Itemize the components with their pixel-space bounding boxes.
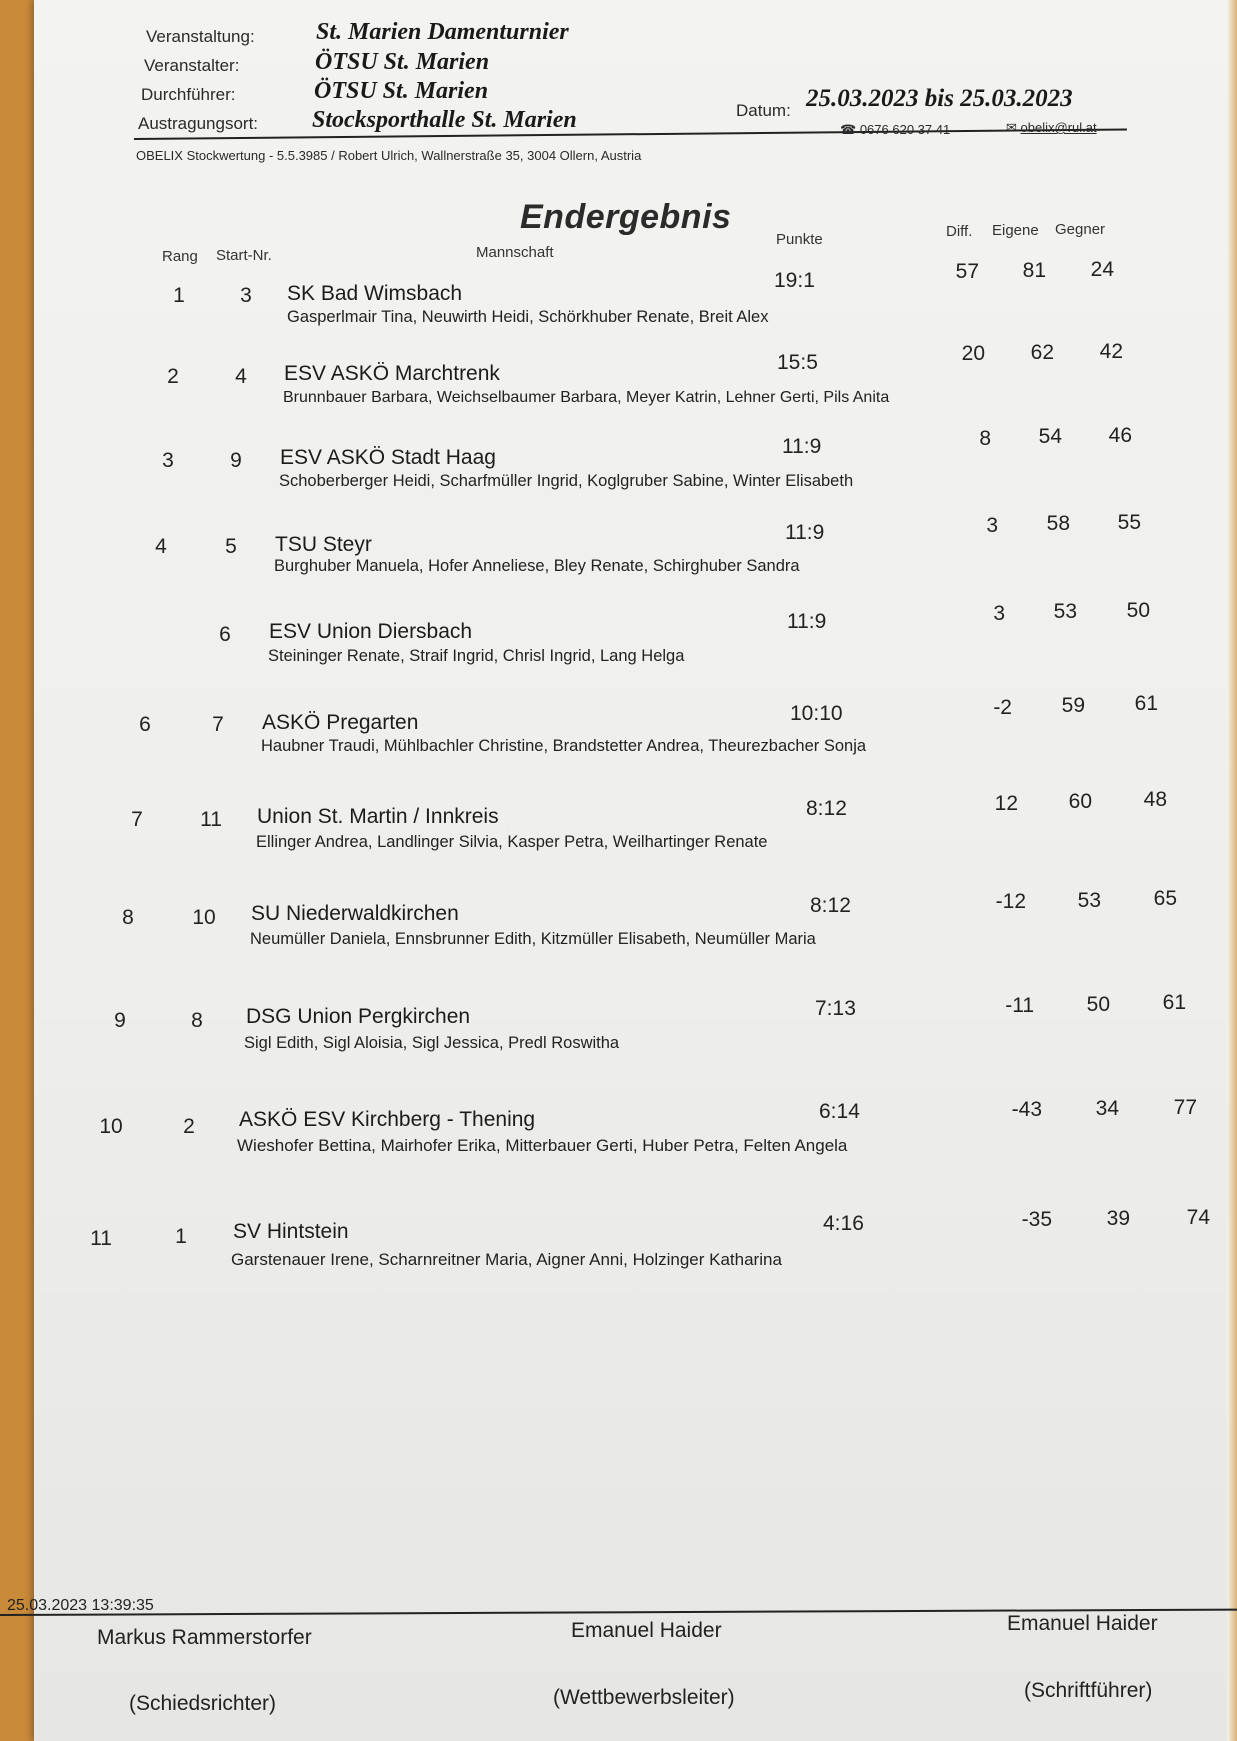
row-players: Sigl Edith, Sigl Aloisia, Sigl Jessica, Predl Roswitha [244, 1034, 620, 1052]
row-diff: -12 [995, 890, 1026, 913]
row-points: 6:14 [819, 1100, 860, 1123]
row-start-no: 10 [192, 906, 216, 929]
row-diff: 3 [993, 602, 1005, 625]
row-own: 58 [1046, 512, 1070, 535]
row-players: Neumüller Daniela, Ennsbrunner Edith, Kitzmüller Elisabeth, Neumüller Maria [250, 930, 816, 948]
envelope-icon: ✉ [1006, 120, 1017, 135]
phone-number: 0676 620 37 41 [859, 122, 951, 137]
row-team: DSG Union Pergkirchen [246, 1005, 471, 1028]
row-start-no: 5 [225, 535, 237, 558]
row-players: Gasperlmair Tina, Neuwirth Heidi, Schörkhuber Renate, Breit Alex [287, 308, 769, 326]
row-opponent: 61 [1134, 692, 1158, 715]
row-players: Schoberberger Heidi, Scharfmüller Ingrid, Koglgruber Sabine, Winter Elisabeth [279, 472, 854, 490]
competition-director-role: (Wettbewerbsleiter) [553, 1686, 735, 1709]
row-opponent: 48 [1143, 788, 1167, 811]
row-rank: 1 [173, 284, 185, 307]
row-diff: -43 [1011, 1098, 1042, 1121]
row-start-no: 11 [200, 808, 222, 831]
row-own: 50 [1086, 993, 1110, 1016]
row-opponent: 46 [1108, 424, 1132, 447]
event-label: Veranstaltung: [146, 27, 255, 46]
row-diff: 12 [994, 792, 1018, 815]
row-rank: 3 [162, 449, 174, 472]
row-start-no: 6 [219, 623, 231, 646]
organizer-label: Veranstalter: [144, 56, 240, 75]
col-opponent: Gegner [1055, 221, 1106, 238]
row-team: SV Hintstein [233, 1220, 349, 1243]
row-rank: 8 [122, 906, 134, 929]
row-team: ESV Union Diersbach [269, 620, 473, 643]
row-own: 81 [1022, 259, 1046, 282]
row-players: Brunnbauer Barbara, Weichselbaumer Barbara, Meyer Katrin, Lehner Gerti, Pils Anita [283, 389, 890, 406]
row-opponent: 24 [1090, 258, 1114, 281]
row-points: 8:12 [806, 797, 847, 820]
row-opponent: 42 [1099, 340, 1123, 363]
row-opponent: 61 [1162, 991, 1186, 1014]
row-rank: 7 [131, 808, 143, 831]
row-players: Garstenauer Irene, Scharnreitner Maria, Aigner Anni, Holzinger Katharina [231, 1250, 782, 1269]
executor-value: ÖTSU St. Marien [314, 78, 489, 104]
row-own: 34 [1095, 1097, 1119, 1120]
venue-value: Stocksporthalle St. Marien [312, 107, 577, 133]
col-points: Punkte [776, 231, 823, 248]
row-opponent: 77 [1173, 1096, 1197, 1119]
row-opponent: 50 [1126, 599, 1150, 622]
col-diff: Diff. [946, 223, 973, 240]
phone-contact [840, 122, 950, 138]
row-diff: 20 [961, 342, 985, 365]
print-timestamp: 25.03.2023 13:39:35 [7, 1597, 154, 1614]
row-start-no: 7 [212, 713, 224, 736]
col-start-no: Start-Nr. [216, 247, 272, 264]
row-points: 11:9 [785, 521, 825, 544]
row-own: 39 [1106, 1207, 1130, 1230]
secretary-role: (Schriftführer) [1024, 1679, 1153, 1702]
row-points: 19:1 [774, 269, 815, 292]
phone-icon: ☎ [840, 122, 857, 137]
competition-director-name: Emanuel Haider [571, 1619, 722, 1642]
row-team: ASKÖ ESV Kirchberg - Thening [239, 1108, 536, 1131]
row-team: Union St. Martin / Innkreis [257, 805, 499, 828]
date-label: Datum: [736, 101, 791, 120]
row-points: 11:9 [782, 435, 822, 458]
row-players: Steininger Renate, Straif Ingrid, Chrisl Ingrid, Lang Helga [268, 647, 685, 665]
page-title: Endergebnis [520, 198, 732, 236]
row-diff: -2 [993, 696, 1012, 719]
row-own: 54 [1038, 425, 1062, 448]
row-diff: 57 [955, 260, 979, 283]
col-own: Eigene [992, 222, 1039, 239]
row-team: SK Bad Wimsbach [287, 282, 463, 305]
referee-role: (Schiedsrichter) [129, 1692, 277, 1715]
row-start-no: 4 [235, 365, 247, 388]
row-rank: 10 [99, 1115, 123, 1138]
row-team: ASKÖ Pregarten [262, 711, 419, 734]
row-start-no: 8 [191, 1009, 203, 1032]
row-diff: 3 [986, 514, 998, 537]
row-points: 8:12 [810, 894, 851, 917]
row-points: 7:13 [815, 997, 856, 1020]
secretary-name: Emanuel Haider [1007, 1612, 1158, 1635]
row-rank: 6 [139, 713, 151, 736]
referee-name: Markus Rammerstorfer [97, 1626, 312, 1649]
row-opponent: 65 [1153, 887, 1177, 910]
col-rank: Rang [162, 248, 198, 265]
row-opponent: 74 [1186, 1206, 1210, 1229]
row-players: Haubner Traudi, Mühlbachler Christine, Brandstetter Andrea, Theurezbacher Sonja [261, 737, 867, 755]
row-diff: 8 [979, 427, 991, 450]
row-start-no: 2 [183, 1115, 195, 1138]
row-start-no: 9 [230, 449, 242, 472]
row-own: 53 [1077, 889, 1101, 912]
row-players: Ellinger Andrea, Landlinger Silvia, Kasper Petra, Weilhartinger Renate [256, 833, 768, 851]
col-team: Mannschaft [476, 244, 554, 261]
organizer-value: ÖTSU St. Marien [315, 49, 490, 75]
row-team: ESV ASKÖ Stadt Haag [280, 446, 496, 469]
row-rank: 9 [114, 1009, 126, 1032]
row-points: 15:5 [777, 351, 818, 374]
row-diff: -11 [1005, 994, 1034, 1017]
row-start-no: 1 [175, 1225, 187, 1248]
row-own: 59 [1061, 694, 1085, 717]
venue-label: Austragungsort: [138, 114, 259, 133]
row-rank: 11 [90, 1227, 112, 1250]
row-team: ESV ASKÖ Marchtrenk [284, 362, 500, 385]
row-points: 10:10 [790, 702, 843, 725]
row-own: 53 [1053, 600, 1077, 623]
paper-edge [1227, 0, 1237, 1741]
event-value: St. Marien Damenturnier [316, 19, 569, 45]
row-rank: 2 [167, 365, 179, 388]
executor-label: Durchführer: [141, 85, 236, 104]
row-rank: 4 [155, 535, 167, 558]
row-own: 62 [1030, 341, 1054, 364]
software-line: OBELIX Stockwertung - 5.5.3985 / Robert Ulrich, Wallnerstraße 35, 3004 Ollern, Austria [136, 148, 642, 163]
row-own: 60 [1068, 790, 1092, 813]
row-team: SU Niederwaldkirchen [251, 902, 459, 925]
row-diff: -35 [1021, 1208, 1052, 1231]
date-value: 25.03.2023 bis 25.03.2023 [806, 85, 1073, 112]
row-team: TSU Steyr [275, 533, 372, 556]
row-start-no: 3 [240, 284, 252, 307]
row-points: 11:9 [787, 610, 827, 633]
result-sheet [34, 0, 1237, 1741]
row-players: Wieshofer Bettina, Mairhofer Erika, Mitterbauer Gerti, Huber Petra, Felten Angela [237, 1136, 848, 1155]
email-link[interactable]: obelix@rul.at [1020, 120, 1097, 135]
row-points: 4:16 [823, 1212, 864, 1235]
row-opponent: 55 [1117, 511, 1141, 534]
row-players: Burghuber Manuela, Hofer Anneliese, Bley Renate, Schirghuber Sandra [274, 557, 800, 575]
email-contact[interactable] [1006, 120, 1097, 136]
